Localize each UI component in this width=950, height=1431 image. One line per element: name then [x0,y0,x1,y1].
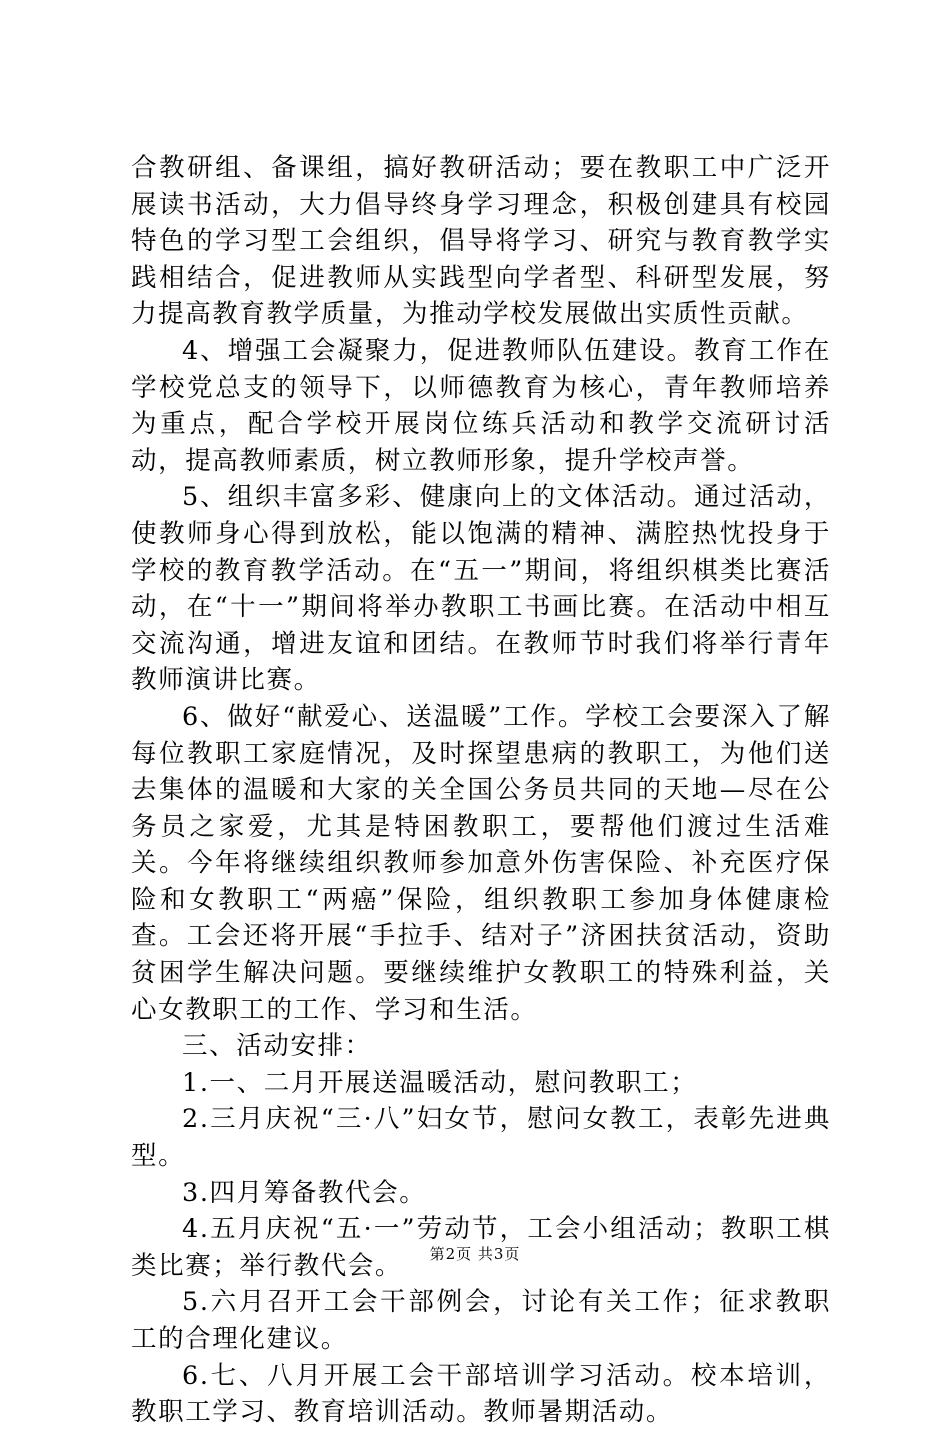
paragraph-item-5: 5、组织丰富多彩、健康向上的文体活动。通过活动，使教师身心得到放松，能以饱满的精神、满腔热忱投身于学校的教育教学活动。在“五一”期间，将组织棋类比赛活动，在“十一”期间将举办教职工书画比赛。在活动中相互交流沟通，增进友谊和团结。在教师节时我们将举行青年教师演讲比赛。 [131,482,831,696]
schedule-item-3: 3.四月筹备教代会。 [182,1177,427,1208]
schedule-item-5: 5.六月召开工会干部例会，讨论有关工作；征求教职工的合理化建议。 [131,1287,831,1354]
schedule-item-1: 1.一、二月开展送温暖活动，慰问教职工； [182,1067,698,1098]
paragraph-item-4: 4、增强工会凝聚力，促进教师队伍建设。教育工作在学校党总支的领导下，以师德教育为核心，青年教师培养为重点，配合学校开展岗位练兵活动和教学交流研讨活动，提高教师素质，树立教师形象，提升学校声誉。 [131,335,831,476]
document-body [131,150,831,1431]
paragraph-continuation: 合教研组、备课组，搞好教研活动；要在教职工中广泛开展读书活动，大力倡导终身学习理念，积极创建具有校园特色的学习型工会组织，倡导将学习、研究与教育教学实践相结合，促进教师从实践型向学者型、科研型发展，努力提高教育教学质量，为推动学校发展做出实质性贡献。 [131,153,831,330]
schedule-item-6: 6.七、八月开展工会干部培训学习活动。校本培训，教职工学习、教育培训活动。教师暑期活动。 [131,1360,831,1428]
paragraph-item-6: 6、做好“献爱心、送温暖”工作。学校工会要深入了解每位教职工家庭情况，及时探望患病的教职工，为他们送去集体的温暖和大家的关全国公务员共同的天地—尽在公务员之家爱，尤其是特困教职工，要帮他们渡过生活难关。今年将继续组织教师参加意外伤害保险、补充医疗保险和女教职工“两癌”保险，组织教职工参加身体健康检查。工会还将开展“手拉手、结对子”济困扶贫活动，资助贫困学生解决问题。要继续维护女教职工的特殊利益，关心女教职工的工作、学习和生活。 [131,701,831,1025]
page-number-footer: 第2页 共3页 [429,1245,521,1263]
schedule-item-4: 4.五月庆祝“五·一”劳动节，工会小组活动；教职工棋类比赛；举行教代会。 [131,1214,831,1281]
schedule-item-2: 2.三月庆祝“三·八”妇女节，慰问女教工，表彰先进典型。 [131,1104,831,1172]
section-heading-activity-schedule: 三、活动安排： [182,1031,372,1062]
